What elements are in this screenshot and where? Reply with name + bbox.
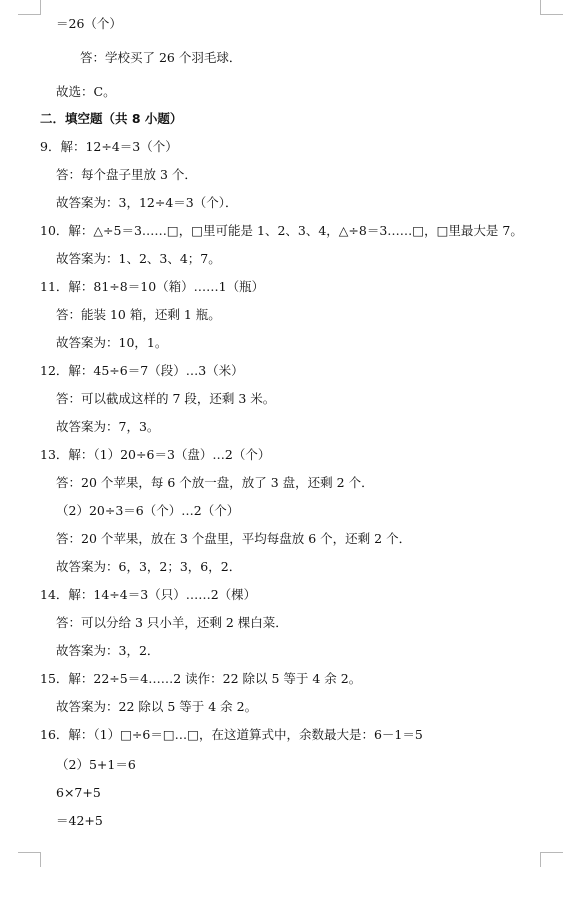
question-line: 12．解：45÷6＝7（段）…3（米） [40, 363, 244, 378]
section-heading: 二．填空题（共 8 小题） [40, 111, 183, 126]
question-line: 13．解：（1）20÷6＝3（盘）…2（个） [40, 447, 271, 462]
answer-line: 故答案为：1、2、3、4；7。 [56, 251, 221, 266]
answer-line: 故答案为：3，12÷4＝3（个）． [56, 195, 238, 210]
answer-line: 答：20 个苹果，每 6 个放一盘，放了 3 盘，还剩 2 个． [56, 475, 374, 490]
question-line: 14．解：14÷4＝3（只）……2（棵） [40, 587, 257, 602]
crop-mark-top-left [18, 0, 41, 15]
work-line: ＝42+5 [56, 813, 103, 828]
crop-mark-bottom-right [540, 852, 563, 867]
answer-line: 答：可以分给 3 只小羊，还剩 2 棵白菜． [56, 615, 288, 630]
crop-mark-top-right [540, 0, 563, 15]
crop-mark-bottom-left [18, 852, 41, 867]
text-line: 故选：C。 [56, 84, 116, 99]
question-line: 15．解：22÷5＝4……2 读作：22 除以 5 等于 4 余 2。 [40, 671, 362, 686]
question-line: 16．解：（1）□÷6＝□…□，在这道算式中，余数最大是：6－1＝5 [40, 727, 423, 742]
text-line: ＝26（个） [56, 16, 122, 31]
work-line: （2）5+1＝6 [56, 757, 136, 772]
answer-line: 答：20 个苹果，放在 3 个盘里，平均每盘放 6 个，还剩 2 个． [56, 531, 412, 546]
question-line: 11．解：81÷8＝10（箱）……1（瓶） [40, 279, 265, 294]
text-line: 答：学校买了 26 个羽毛球． [80, 50, 242, 65]
answer-line: 答：可以截成这样的 7 段，还剩 3 米。 [56, 391, 276, 406]
work-line: 6×7+5 [56, 785, 101, 800]
work-line: （2）20÷3＝6（个）…2（个） [56, 503, 240, 518]
answer-line: 故答案为：22 除以 5 等于 4 余 2。 [56, 699, 258, 714]
answer-line: 答：能装 10 箱，还剩 1 瓶。 [56, 307, 221, 322]
answer-line: 答：每个盘子里放 3 个． [56, 167, 197, 182]
answer-line: 故答案为：10，1。 [56, 335, 168, 350]
answer-line: 故答案为：6，3，2；3，6，2． [56, 559, 242, 574]
answer-line: 故答案为：7，3。 [56, 419, 160, 434]
answer-line: 故答案为：3，2． [56, 643, 160, 658]
question-line: 10．解：△÷5＝3……□，□里可能是 1、2、3、4，△÷8＝3……□，□里最大是 7。 [40, 223, 523, 238]
question-line: 9．解：12÷4＝3（个） [40, 139, 178, 154]
